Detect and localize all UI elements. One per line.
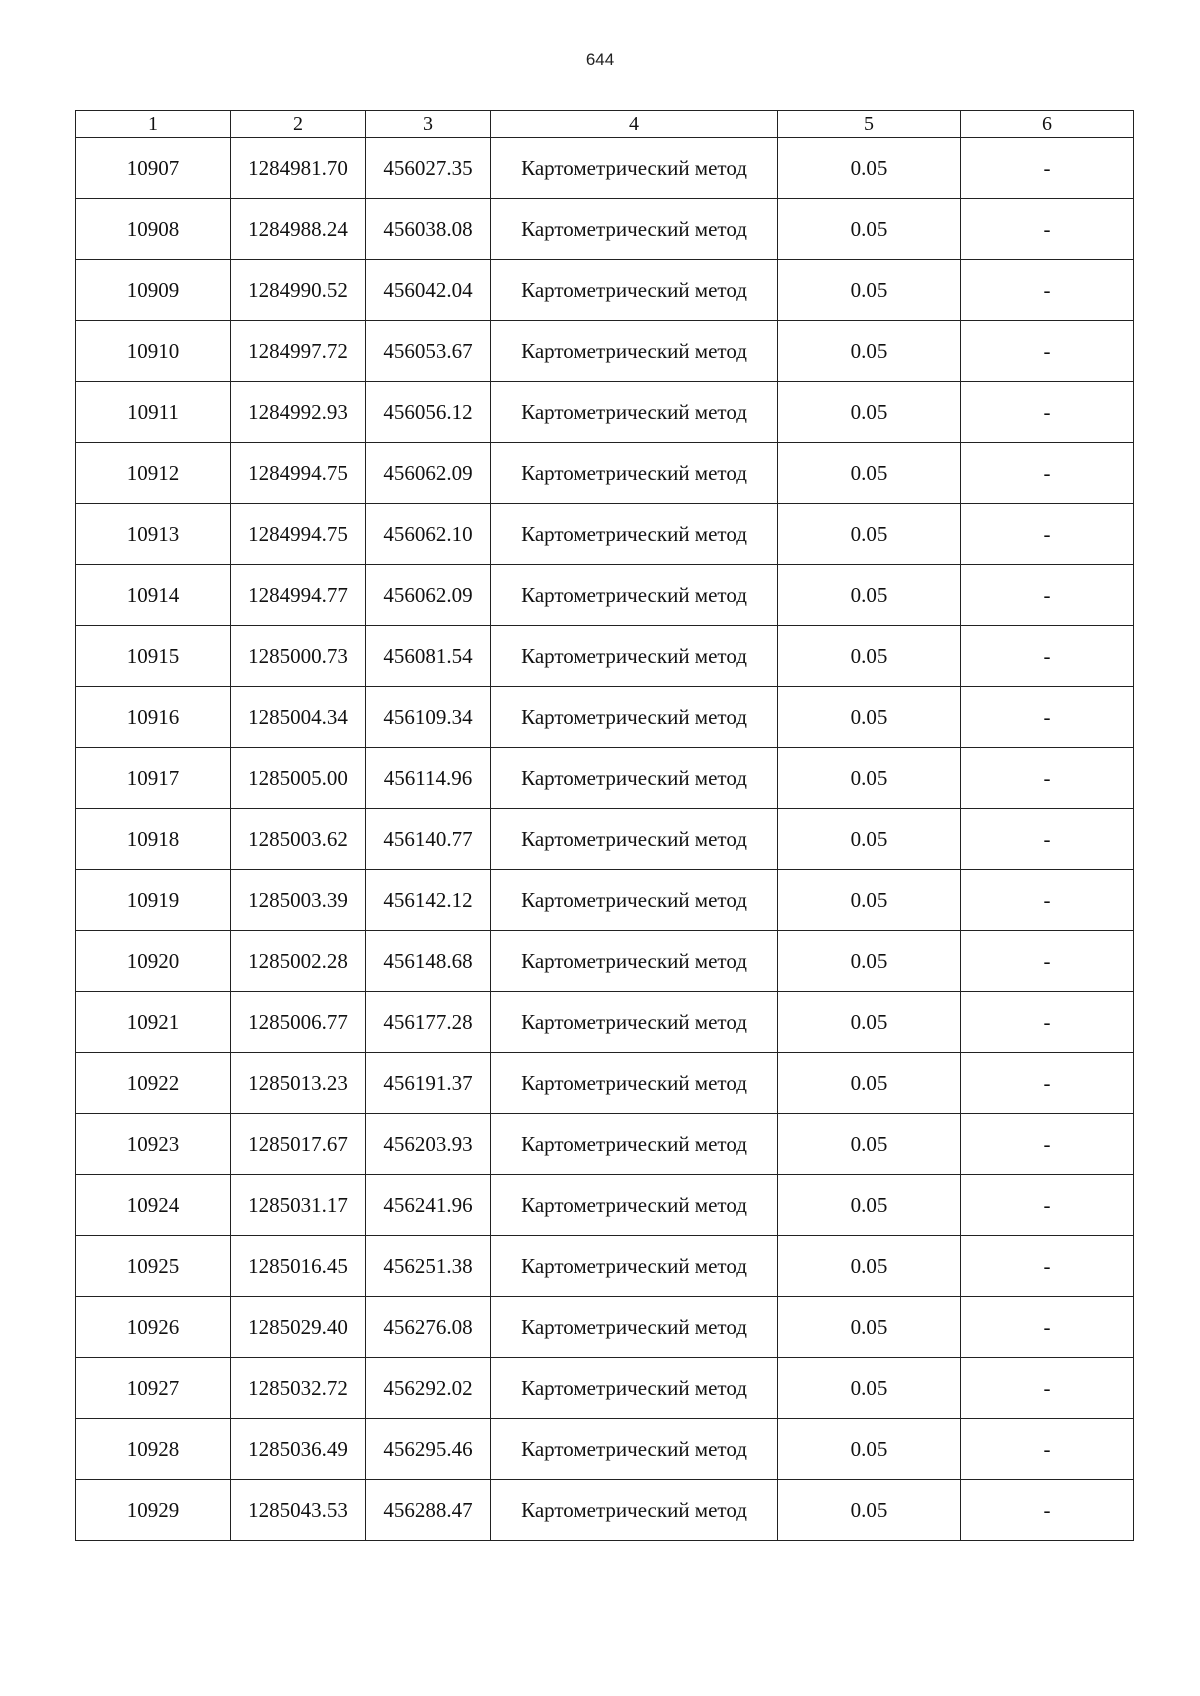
point-number-cell: 10920 <box>76 931 231 992</box>
y-coordinate-cell: 456140.77 <box>366 809 491 870</box>
table-row <box>76 1480 1134 1541</box>
table-row <box>76 1358 1134 1419</box>
method-cell: Картометрический метод <box>491 1236 778 1297</box>
accuracy-cell: 0.05 <box>778 443 961 504</box>
column-header-5: 5 <box>778 111 961 138</box>
table-row <box>76 1297 1134 1358</box>
method-cell: Картометрический метод <box>491 260 778 321</box>
x-coordinate-cell: 1284994.75 <box>231 443 366 504</box>
accuracy-cell: 0.05 <box>778 382 961 443</box>
table-row <box>76 870 1134 931</box>
point-number-cell: 10907 <box>76 138 231 199</box>
x-coordinate-cell: 1284997.72 <box>231 321 366 382</box>
method-cell: Картометрический метод <box>491 1480 778 1541</box>
point-number-cell: 10927 <box>76 1358 231 1419</box>
point-number-cell: 10912 <box>76 443 231 504</box>
description-cell: - <box>961 504 1134 565</box>
x-coordinate-cell: 1285003.62 <box>231 809 366 870</box>
method-cell: Картометрический метод <box>491 382 778 443</box>
method-cell: Картометрический метод <box>491 138 778 199</box>
column-header-4: 4 <box>491 111 778 138</box>
x-coordinate-cell: 1285032.72 <box>231 1358 366 1419</box>
point-number-cell: 10919 <box>76 870 231 931</box>
method-cell: Картометрический метод <box>491 565 778 626</box>
x-coordinate-cell: 1285036.49 <box>231 1419 366 1480</box>
x-coordinate-cell: 1285016.45 <box>231 1236 366 1297</box>
accuracy-cell: 0.05 <box>778 260 961 321</box>
table-row <box>76 565 1134 626</box>
y-coordinate-cell: 456053.67 <box>366 321 491 382</box>
table-row <box>76 626 1134 687</box>
column-header-3: 3 <box>366 111 491 138</box>
method-cell: Картометрический метод <box>491 809 778 870</box>
method-cell: Картометрический метод <box>491 748 778 809</box>
description-cell: - <box>961 809 1134 870</box>
description-cell: - <box>961 1236 1134 1297</box>
coordinates-table <box>75 110 1134 1541</box>
accuracy-cell: 0.05 <box>778 1175 961 1236</box>
y-coordinate-cell: 456276.08 <box>366 1297 491 1358</box>
description-cell: - <box>961 992 1134 1053</box>
point-number-cell: 10921 <box>76 992 231 1053</box>
x-coordinate-cell: 1285043.53 <box>231 1480 366 1541</box>
point-number-cell: 10908 <box>76 199 231 260</box>
accuracy-cell: 0.05 <box>778 687 961 748</box>
point-number-cell: 10914 <box>76 565 231 626</box>
x-coordinate-cell: 1284990.52 <box>231 260 366 321</box>
method-cell: Картометрический метод <box>491 1053 778 1114</box>
accuracy-cell: 0.05 <box>778 1053 961 1114</box>
column-header-2: 2 <box>231 111 366 138</box>
accuracy-cell: 0.05 <box>778 748 961 809</box>
point-number-cell: 10909 <box>76 260 231 321</box>
description-cell: - <box>961 382 1134 443</box>
description-cell: - <box>961 443 1134 504</box>
accuracy-cell: 0.05 <box>778 199 961 260</box>
method-cell: Картометрический метод <box>491 992 778 1053</box>
description-cell: - <box>961 687 1134 748</box>
table-row <box>76 382 1134 443</box>
x-coordinate-cell: 1284994.77 <box>231 565 366 626</box>
accuracy-cell: 0.05 <box>778 1480 961 1541</box>
description-cell: - <box>961 321 1134 382</box>
x-coordinate-cell: 1285002.28 <box>231 931 366 992</box>
x-coordinate-cell: 1285006.77 <box>231 992 366 1053</box>
accuracy-cell: 0.05 <box>778 931 961 992</box>
description-cell: - <box>961 1053 1134 1114</box>
description-cell: - <box>961 1480 1134 1541</box>
y-coordinate-cell: 456288.47 <box>366 1480 491 1541</box>
y-coordinate-cell: 456056.12 <box>366 382 491 443</box>
y-coordinate-cell: 456114.96 <box>366 748 491 809</box>
y-coordinate-cell: 456295.46 <box>366 1419 491 1480</box>
point-number-cell: 10917 <box>76 748 231 809</box>
method-cell: Картометрический метод <box>491 931 778 992</box>
method-cell: Картометрический метод <box>491 443 778 504</box>
accuracy-cell: 0.05 <box>778 138 961 199</box>
accuracy-cell: 0.05 <box>778 504 961 565</box>
description-cell: - <box>961 565 1134 626</box>
point-number-cell: 10923 <box>76 1114 231 1175</box>
method-cell: Картометрический метод <box>491 626 778 687</box>
accuracy-cell: 0.05 <box>778 1114 961 1175</box>
table-row <box>76 809 1134 870</box>
point-number-cell: 10926 <box>76 1297 231 1358</box>
point-number-cell: 10913 <box>76 504 231 565</box>
page-number: 644 <box>585 50 615 69</box>
point-number-cell: 10918 <box>76 809 231 870</box>
table-row <box>76 1236 1134 1297</box>
y-coordinate-cell: 456142.12 <box>366 870 491 931</box>
point-number-cell: 10911 <box>76 382 231 443</box>
table-row <box>76 931 1134 992</box>
table-row <box>76 687 1134 748</box>
table-row <box>76 1053 1134 1114</box>
y-coordinate-cell: 456203.93 <box>366 1114 491 1175</box>
table-row <box>76 199 1134 260</box>
description-cell: - <box>961 748 1134 809</box>
x-coordinate-cell: 1285003.39 <box>231 870 366 931</box>
table-row <box>76 504 1134 565</box>
point-number-cell: 10928 <box>76 1419 231 1480</box>
y-coordinate-cell: 456062.09 <box>366 565 491 626</box>
accuracy-cell: 0.05 <box>778 626 961 687</box>
point-number-cell: 10915 <box>76 626 231 687</box>
y-coordinate-cell: 456081.54 <box>366 626 491 687</box>
column-header-1: 1 <box>76 111 231 138</box>
point-number-cell: 10922 <box>76 1053 231 1114</box>
table-row <box>76 1114 1134 1175</box>
point-number-cell: 10910 <box>76 321 231 382</box>
accuracy-cell: 0.05 <box>778 565 961 626</box>
x-coordinate-cell: 1284981.70 <box>231 138 366 199</box>
y-coordinate-cell: 456027.35 <box>366 138 491 199</box>
description-cell: - <box>961 199 1134 260</box>
y-coordinate-cell: 456251.38 <box>366 1236 491 1297</box>
x-coordinate-cell: 1285000.73 <box>231 626 366 687</box>
y-coordinate-cell: 456148.68 <box>366 931 491 992</box>
description-cell: - <box>961 870 1134 931</box>
method-cell: Картометрический метод <box>491 1297 778 1358</box>
description-cell: - <box>961 626 1134 687</box>
table-row <box>76 321 1134 382</box>
table-row <box>76 1175 1134 1236</box>
table-row <box>76 1419 1134 1480</box>
description-cell: - <box>961 1358 1134 1419</box>
method-cell: Картометрический метод <box>491 1419 778 1480</box>
y-coordinate-cell: 456241.96 <box>366 1175 491 1236</box>
y-coordinate-cell: 456109.34 <box>366 687 491 748</box>
x-coordinate-cell: 1284992.93 <box>231 382 366 443</box>
description-cell: - <box>961 1114 1134 1175</box>
point-number-cell: 10916 <box>76 687 231 748</box>
x-coordinate-cell: 1285004.34 <box>231 687 366 748</box>
y-coordinate-cell: 456062.09 <box>366 443 491 504</box>
table-row <box>76 992 1134 1053</box>
description-cell: - <box>961 1297 1134 1358</box>
accuracy-cell: 0.05 <box>778 1358 961 1419</box>
y-coordinate-cell: 456292.02 <box>366 1358 491 1419</box>
table-header-row <box>76 111 1134 138</box>
x-coordinate-cell: 1284994.75 <box>231 504 366 565</box>
table-row <box>76 260 1134 321</box>
accuracy-cell: 0.05 <box>778 992 961 1053</box>
accuracy-cell: 0.05 <box>778 809 961 870</box>
accuracy-cell: 0.05 <box>778 1419 961 1480</box>
method-cell: Картометрический метод <box>491 199 778 260</box>
point-number-cell: 10924 <box>76 1175 231 1236</box>
method-cell: Картометрический метод <box>491 1114 778 1175</box>
accuracy-cell: 0.05 <box>778 1236 961 1297</box>
x-coordinate-cell: 1284988.24 <box>231 199 366 260</box>
table-body <box>76 138 1134 1541</box>
method-cell: Картометрический метод <box>491 504 778 565</box>
description-cell: - <box>961 260 1134 321</box>
accuracy-cell: 0.05 <box>778 1297 961 1358</box>
description-cell: - <box>961 138 1134 199</box>
x-coordinate-cell: 1285005.00 <box>231 748 366 809</box>
y-coordinate-cell: 456062.10 <box>366 504 491 565</box>
method-cell: Картометрический метод <box>491 687 778 748</box>
method-cell: Картометрический метод <box>491 1358 778 1419</box>
description-cell: - <box>961 1419 1134 1480</box>
method-cell: Картометрический метод <box>491 870 778 931</box>
table-row <box>76 748 1134 809</box>
y-coordinate-cell: 456042.04 <box>366 260 491 321</box>
accuracy-cell: 0.05 <box>778 321 961 382</box>
description-cell: - <box>961 931 1134 992</box>
method-cell: Картометрический метод <box>491 1175 778 1236</box>
method-cell: Картометрический метод <box>491 321 778 382</box>
y-coordinate-cell: 456038.08 <box>366 199 491 260</box>
table-row <box>76 443 1134 504</box>
point-number-cell: 10925 <box>76 1236 231 1297</box>
x-coordinate-cell: 1285031.17 <box>231 1175 366 1236</box>
x-coordinate-cell: 1285029.40 <box>231 1297 366 1358</box>
table-row <box>76 138 1134 199</box>
accuracy-cell: 0.05 <box>778 870 961 931</box>
point-number-cell: 10929 <box>76 1480 231 1541</box>
x-coordinate-cell: 1285013.23 <box>231 1053 366 1114</box>
description-cell: - <box>961 1175 1134 1236</box>
x-coordinate-cell: 1285017.67 <box>231 1114 366 1175</box>
column-header-6: 6 <box>961 111 1134 138</box>
y-coordinate-cell: 456177.28 <box>366 992 491 1053</box>
y-coordinate-cell: 456191.37 <box>366 1053 491 1114</box>
